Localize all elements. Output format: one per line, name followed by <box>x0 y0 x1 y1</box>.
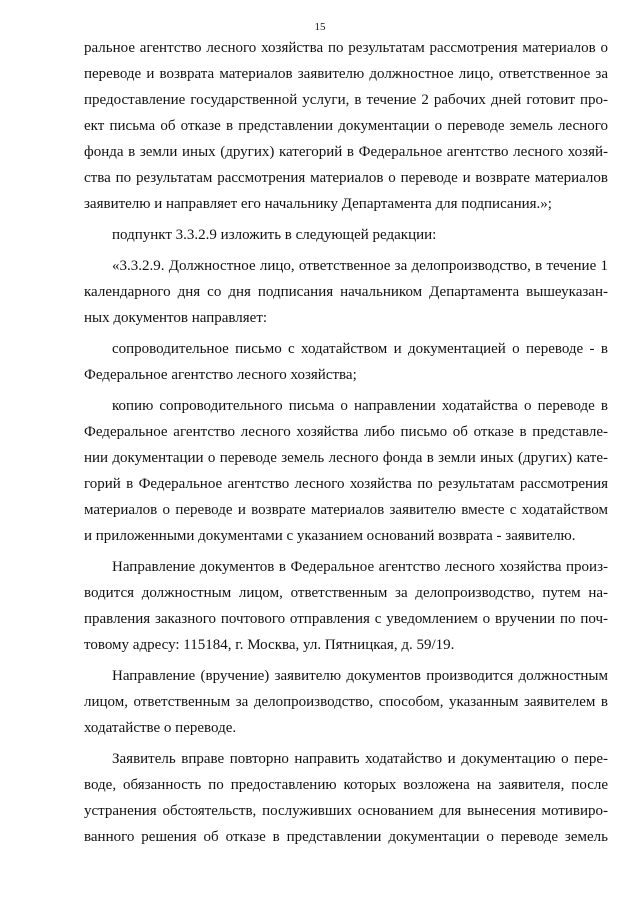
text-line: Федеральное агентство лесного хозяйства; <box>84 367 357 383</box>
paragraph-copy-letter <box>84 393 608 549</box>
text-line: ных документов направляет: <box>84 310 268 326</box>
text-line: Направление (вручение) заявителю документов производится должностным <box>112 668 608 684</box>
paragraph-delivery-to-applicant <box>84 663 608 741</box>
paragraph-cover-letter <box>84 336 608 388</box>
text-line: Заявитель вправе повторно направить ходатайство и документацию о пере- <box>112 751 608 767</box>
text-line: устранения обстоятельств, послуживших основанием для вынесения мотивиро- <box>84 803 608 819</box>
text-line: ства по результатам рассмотрения материалов о переводе и возврате материалов <box>84 170 608 186</box>
text-line: «3.3.2.9. Должностное лицо, ответственное за делопроизводство, в течение 1 <box>112 258 608 274</box>
text-line: ванного решения об отказе в представлении документации о переводе земель <box>84 829 608 845</box>
text-line: переводе и возврата материалов заявителю должностное лицо, ответственное за <box>84 66 608 82</box>
text-line: горий в Федеральное агентство лесного хозяйства по результатам рассмотрения <box>84 476 608 492</box>
text-line: нии документации о переводе земель лесного фонда в земли иных (других) кате- <box>84 450 608 466</box>
text-line: и приложенными документами с указанием оснований возврата - заявителю. <box>84 528 576 544</box>
paragraph-subclause-intro <box>84 222 608 248</box>
text-line: фонда в земли иных (других) категорий в Федеральное агентство лесного хозяй- <box>84 144 608 160</box>
text-line: календарного дня со дня подписания начальником Департамента вышеуказан- <box>84 284 608 300</box>
text-line: воде, обязанность по предоставлению которых возложена на заявителя, после <box>84 777 608 793</box>
text-line: копию сопроводительного письма о направлении ходатайства о переводе в <box>112 398 608 414</box>
document-body <box>84 35 608 850</box>
text-line: ходатайстве о переводе. <box>84 720 237 736</box>
text-line: предоставление государственной услуги, в течение 2 рабочих дней готовит про- <box>84 92 608 108</box>
text-line: ральное агентство лесного хозяйства по результатам рассмотрения материалов о <box>84 40 608 56</box>
text-line: сопроводительное письмо с ходатайством и документацией о переводе - в <box>112 341 608 357</box>
text-line: товому адресу: 115184, г. Москва, ул. Пятницкая, д. 59/19. <box>84 637 455 653</box>
text-line: Федеральное агентство лесного хозяйства либо письмо об отказе в представле- <box>84 424 608 440</box>
text-line: заявителю и направляет его начальнику Департамента для подписания.»; <box>84 196 552 212</box>
text-line: лицом, ответственным за делопроизводство, способом, указанным заявителем в <box>84 694 608 710</box>
paragraph-continuation <box>84 35 608 217</box>
text-line: Направление документов в Федеральное агентство лесного хозяйства произ- <box>112 559 608 575</box>
paragraph-postal-delivery <box>84 554 608 658</box>
text-line: ект письма об отказе в представлении документации о переводе земель лесного <box>84 118 608 134</box>
text-line: правления заказного почтового отправления с уведомлением о вручении по поч- <box>84 611 608 627</box>
page-number: 15 <box>314 21 326 33</box>
text-line: водится должностным лицом, ответственным за делопроизводство, путем на- <box>84 585 608 601</box>
text-line: подпункт 3.3.2.9 изложить в следующей редакции: <box>112 227 437 243</box>
paragraph-clause-3-3-2-9 <box>84 253 608 331</box>
text-line: материалов о переводе и возврате материалов заявителю вместе с ходатайством <box>84 502 608 518</box>
paragraph-resubmission <box>84 746 608 850</box>
